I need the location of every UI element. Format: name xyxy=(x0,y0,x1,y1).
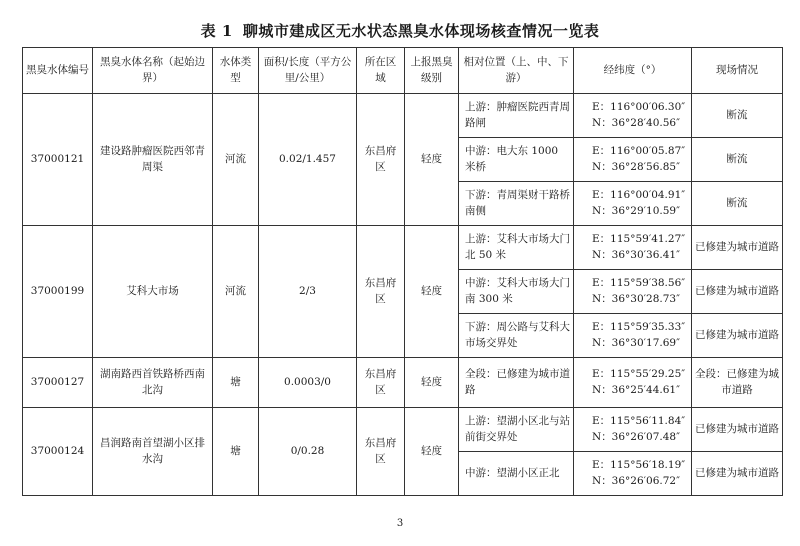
page-title xyxy=(0,20,800,41)
table-title: 聊城市建成区无水状态黑臭水体现场核查情况一览表 xyxy=(242,22,600,40)
water-code: 37000199 xyxy=(23,226,93,358)
segment-coords xyxy=(574,182,692,226)
latitude: N：36°25′44.61″ xyxy=(592,383,681,396)
table-row xyxy=(23,226,783,270)
longitude: E：115°59′38.56″ xyxy=(592,277,686,290)
header-status: 现场情况 xyxy=(692,48,783,94)
longitude: E：115°59′35.33″ xyxy=(592,321,686,334)
segment-coords xyxy=(574,314,692,358)
water-area: 2/3 xyxy=(259,226,357,358)
water-code: 37000127 xyxy=(23,358,93,408)
segment-position: 上游：肿瘤医院西青周路闸 xyxy=(459,94,574,138)
latitude: N：36°30′17.69″ xyxy=(592,336,681,349)
water-name: 建设路肿瘤医院西邻青周渠 xyxy=(93,94,213,226)
header-level: 上报黑臭级别 xyxy=(405,48,459,94)
water-area: 0.02/1.457 xyxy=(259,94,357,226)
header-type: 水体类型 xyxy=(213,48,259,94)
table-row xyxy=(23,94,783,138)
header-coords: 经纬度（°） xyxy=(574,48,692,94)
segment-coords xyxy=(574,408,692,452)
latitude: N：36°30′28.73″ xyxy=(592,292,681,305)
segment-status: 已修建为城市道路 xyxy=(692,408,783,452)
longitude: E：116°00′05.87″ xyxy=(592,145,686,158)
longitude: E：115°55′29.25″ xyxy=(592,368,686,381)
segment-coords xyxy=(574,270,692,314)
longitude: E：115°59′41.27″ xyxy=(592,233,686,246)
latitude: N：36°26′07.48″ xyxy=(592,430,681,443)
longitude: E：116°00′04.91″ xyxy=(592,189,686,202)
water-level: 轻度 xyxy=(405,226,459,358)
segment-coords xyxy=(574,452,692,496)
segment-position: 下游：周公路与艾科大市场交界处 xyxy=(459,314,574,358)
segment-position: 全段：已修建为城市道路 xyxy=(459,358,574,408)
water-area: 0/0.28 xyxy=(259,408,357,496)
segment-position: 中游：电大东 1000 米桥 xyxy=(459,138,574,182)
header-area: 面积/长度（平方公里/公里） xyxy=(259,48,357,94)
latitude: N：36°30′36.41″ xyxy=(592,248,681,261)
water-name: 艾科大市场 xyxy=(93,226,213,358)
water-district: 东昌府区 xyxy=(357,94,405,226)
segment-position: 中游：望湖小区正北 xyxy=(459,452,574,496)
table-number: 表 1 xyxy=(200,22,233,40)
header-name: 黑臭水体名称（起始边界） xyxy=(93,48,213,94)
segment-status: 已修建为城市道路 xyxy=(692,452,783,496)
table-row xyxy=(23,358,783,408)
segment-status: 已修建为城市道路 xyxy=(692,270,783,314)
water-level: 轻度 xyxy=(405,94,459,226)
segment-position: 上游：望湖小区北与站前街交界处 xyxy=(459,408,574,452)
segment-status: 已修建为城市道路 xyxy=(692,226,783,270)
segment-status: 断流 xyxy=(692,138,783,182)
longitude: E：116°00′06.30″ xyxy=(592,101,686,114)
segment-coords xyxy=(574,358,692,408)
water-level: 轻度 xyxy=(405,358,459,408)
segment-position: 下游：青周渠财干路桥南侧 xyxy=(459,182,574,226)
water-type: 河流 xyxy=(213,94,259,226)
header-code: 黑臭水体编号 xyxy=(23,48,93,94)
header-position: 相对位置（上、中、下游） xyxy=(459,48,574,94)
segment-status: 断流 xyxy=(692,94,783,138)
longitude: E：115°56′11.84″ xyxy=(592,415,686,428)
segment-position: 中游：艾科大市场大门南 300 米 xyxy=(459,270,574,314)
water-name: 昌润路南首望湖小区排水沟 xyxy=(93,408,213,496)
water-district: 东昌府区 xyxy=(357,358,405,408)
water-district: 东昌府区 xyxy=(357,226,405,358)
water-district: 东昌府区 xyxy=(357,408,405,496)
header-row xyxy=(23,48,783,94)
water-code: 37000121 xyxy=(23,94,93,226)
inspection-table xyxy=(22,47,783,496)
table-row xyxy=(23,408,783,452)
water-area: 0.0003/0 xyxy=(259,358,357,408)
latitude: N：36°29′10.59″ xyxy=(592,204,681,217)
longitude: E：115°56′18.19″ xyxy=(592,459,686,472)
latitude: N：36°28′40.56″ xyxy=(592,116,681,129)
water-type: 塘 xyxy=(213,358,259,408)
segment-status: 已修建为城市道路 xyxy=(692,314,783,358)
segment-position: 上游：艾科大市场大门北 50 米 xyxy=(459,226,574,270)
segment-coords xyxy=(574,226,692,270)
water-code: 37000124 xyxy=(23,408,93,496)
header-district: 所在区域 xyxy=(357,48,405,94)
water-name: 湖南路西首铁路桥西南北沟 xyxy=(93,358,213,408)
water-type: 河流 xyxy=(213,226,259,358)
page-number: 3 xyxy=(396,518,404,529)
segment-coords xyxy=(574,94,692,138)
latitude: N：36°26′06.72″ xyxy=(592,474,681,487)
segment-status: 断流 xyxy=(692,182,783,226)
latitude: N：36°28′56.85″ xyxy=(592,160,681,173)
water-level: 轻度 xyxy=(405,408,459,496)
segment-coords xyxy=(574,138,692,182)
water-type: 塘 xyxy=(213,408,259,496)
segment-status: 全段：已修建为城市道路 xyxy=(692,358,783,408)
